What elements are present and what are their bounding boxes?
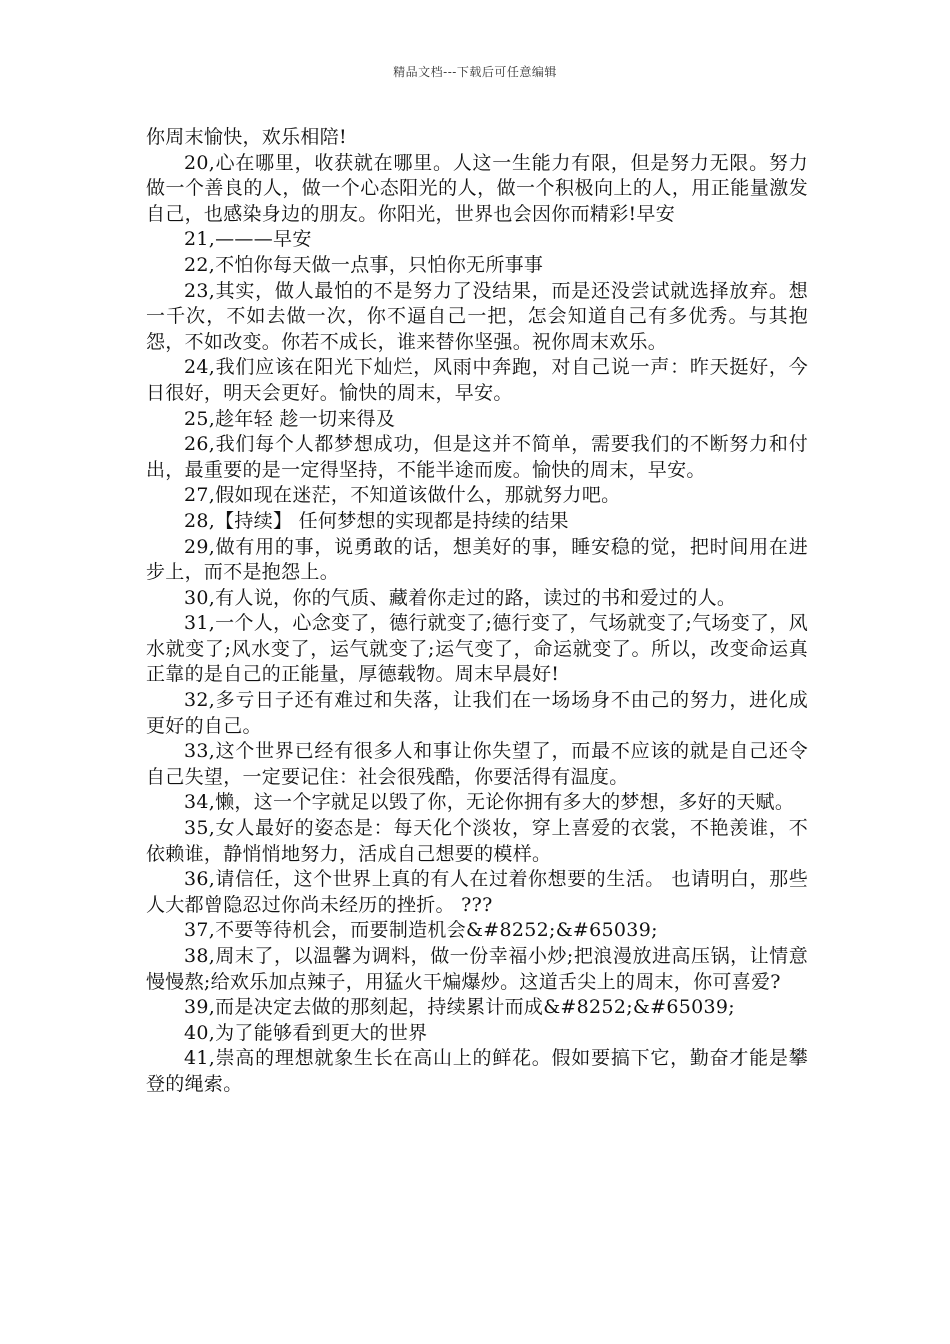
paragraph: 23,其实，做人最怕的不是努力了没结果，而是还没尝试就选择放弃。想一千次，不如去做一次，你不逼自己一把，怎会知道自己有多优秀。与其抱怨，不如改变。你若不成长，谁来替你坚强。祝你周末欢乐。 <box>146 279 808 353</box>
paragraph: 你周末愉快，欢乐相陪! <box>146 126 347 148</box>
page-header: 精品文档---下载后可任意编辑 <box>393 65 557 79</box>
paragraph: 31,一个人，心念变了，德行就变了;德行变了，气场就变了;气场变了，风水就变了;风水变了，运气就变了;运气变了，命运就变了。所以，改变命运真正靠的是自己的正能量，厚德载物。周末早晨好! <box>146 612 808 686</box>
paragraph: 26,我们每个人都梦想成功，但是这并不简单，需要我们的不断努力和付出，最重要的是一定得坚持，不能半途而废。愉快的周末，早安。 <box>146 433 808 481</box>
paragraph: 21,———早安 <box>184 228 312 251</box>
paragraph: 40,为了能够看到更大的世界 <box>184 1021 428 1044</box>
paragraph: 20,心在哪里，收获就在哪里。人这一生能力有限，但是努力无限。努力做一个善良的人，做一个心态阳光的人，做一个积极向上的人，用正能量激发自己，也感染身边的朋友。你阳光，世界也会因你而精彩!早安 <box>146 151 808 225</box>
document-body <box>146 125 808 1098</box>
paragraph: 41,崇高的理想就象生长在高山上的鲜花。假如要搞下它，勤奋才能是攀登的绳索。 <box>146 1047 808 1095</box>
paragraph: 38,周末了，以温馨为调料，做一份幸福小炒;把浪漫放进高压锅，让情意慢慢熬;给欢乐加点辣子，用猛火干煸爆炒。这道舌尖上的周末，你可喜爱? <box>146 945 808 993</box>
paragraph: 32,多亏日子还有难过和失落，让我们在一场场身不由己的努力，进化成更好的自己。 <box>146 689 808 737</box>
paragraph: 25,趁年轻 趁一切来得及 <box>184 407 396 430</box>
paragraph: 35,女人最好的姿态是：每天化个淡妆，穿上喜爱的衣裳，不艳羡谁，不依赖谁，静悄悄地努力，活成自己想要的模样。 <box>146 817 808 865</box>
paragraph: 36,请信任，这个世界上真的有人在过着你想要的生活。 也请明白，那些人大都曾隐忍过你尚未经历的挫折。 ??? <box>146 868 808 916</box>
paragraph: 29,做有用的事，说勇敢的话，想美好的事，睡安稳的觉，把时间用在进步上，而不是抱怨上。 <box>146 535 808 584</box>
paragraph: 30,有人说，你的气质、藏着你走过的路，读过的书和爱过的人。 <box>184 586 737 609</box>
paragraph: 34,懒，这一个字就足以毁了你，无论你拥有多大的梦想，多好的天赋。 <box>184 791 795 814</box>
paragraph: 37,不要等待机会，而要制造机会&#8252;&#65039; <box>184 919 658 942</box>
paragraph: 33,这个世界已经有很多人和事让你失望了，而最不应该的就是自己还令自己失望，一定要记住：社会很残酷，你要活得有温度。 <box>146 740 808 788</box>
paragraph: 22,不怕你每天做一点事，只怕你无所事事 <box>184 253 544 276</box>
paragraph: 28,【持续】 任何梦想的实现都是持续的结果 <box>184 509 569 532</box>
paragraph: 39,而是决定去做的那刻起，持续累计而成&#8252;&#65039; <box>184 996 735 1019</box>
paragraph: 24,我们应该在阳光下灿烂，风雨中奔跑，对自己说一声：昨天挺好，今日很好，明天会更好。愉快的周末，早安。 <box>146 356 808 404</box>
paragraph: 27,假如现在迷茫，不知道该做什么，那就努力吧。 <box>184 484 621 507</box>
